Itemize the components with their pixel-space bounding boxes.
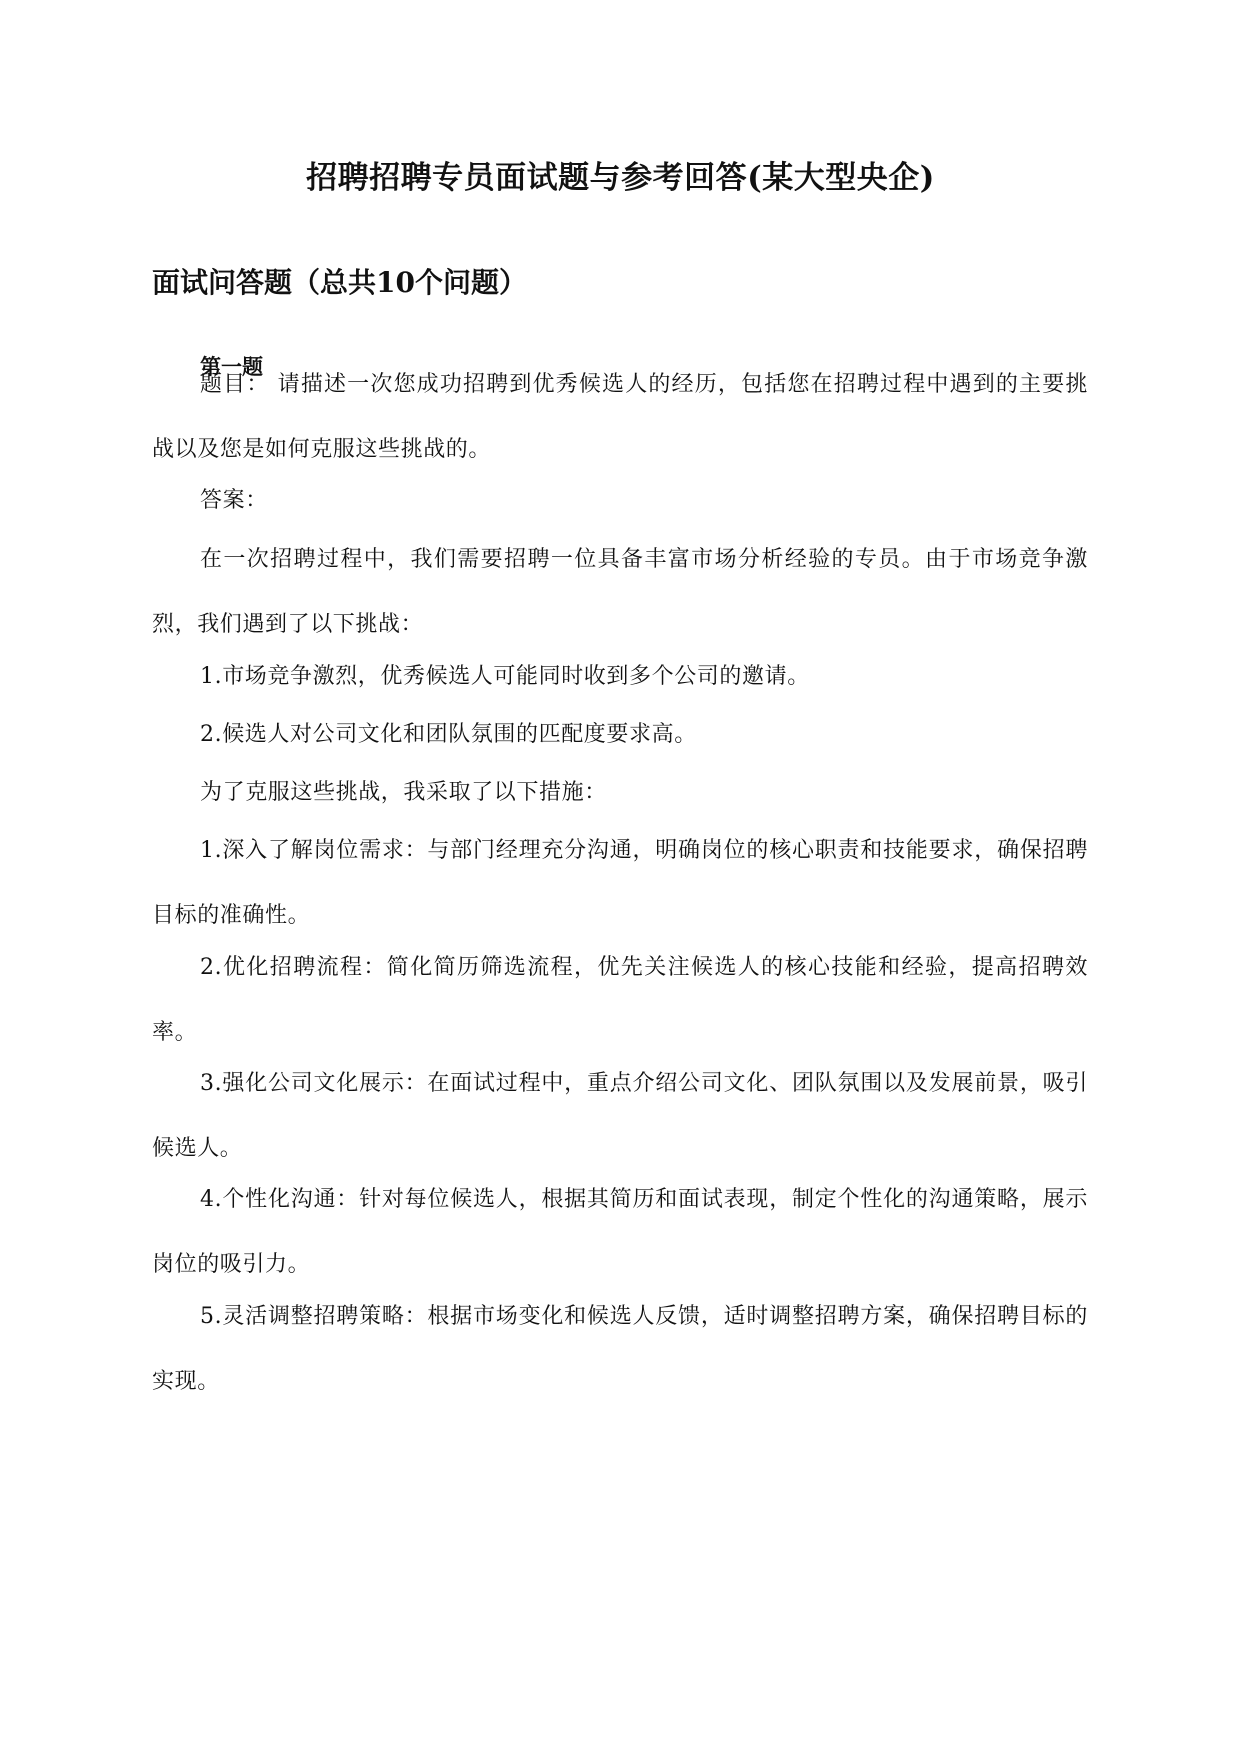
measures-intro: 为了克服这些挑战，我采取了以下措施： [200, 780, 607, 805]
answer-label: 答案： [200, 488, 268, 513]
measure-item-4: 4.个性化沟通：针对每位候选人，根据其简历和面试表现，制定个性化的沟通策略，展示岗位的吸引力。 [152, 1187, 1088, 1277]
document-title: 招聘招聘专员面试题与参考回答(某大型央企) [306, 160, 935, 196]
question-label: 第一题 [200, 354, 263, 379]
question-prompt: 题目： 请描述一次您成功招聘到优秀候选人的经历，包括您在招聘过程中遇到的主要挑战以及您是如何克服这些挑战的。 [152, 372, 1088, 462]
measure-item-2: 2.优化招聘流程：简化简历筛选流程，优先关注候选人的核心技能和经验，提高招聘效率。 [152, 955, 1088, 1045]
measure-item-1: 1.深入了解岗位需求：与部门经理充分沟通，明确岗位的核心职责和技能要求，确保招聘目标的准确性。 [152, 838, 1088, 928]
section-heading: 面试问答题（总共10个问题） [152, 266, 527, 299]
measure-item-5: 5.灵活调整招聘策略：根据市场变化和候选人反馈，适时调整招聘方案，确保招聘目标的实现。 [152, 1304, 1088, 1394]
challenge-item-1: 1.市场竞争激烈，优秀候选人可能同时收到多个公司的邀请。 [200, 664, 810, 689]
answer-paragraph: 在一次招聘过程中，我们需要招聘一位具备丰富市场分析经验的专员。由于市场竞争激烈，我们遇到了以下挑战： [152, 547, 1088, 637]
measure-item-3: 3.强化公司文化展示：在面试过程中，重点介绍公司文化、团队氛围以及发展前景，吸引候选人。 [152, 1071, 1088, 1161]
challenge-item-2: 2.候选人对公司文化和团队氛围的匹配度要求高。 [200, 722, 697, 747]
